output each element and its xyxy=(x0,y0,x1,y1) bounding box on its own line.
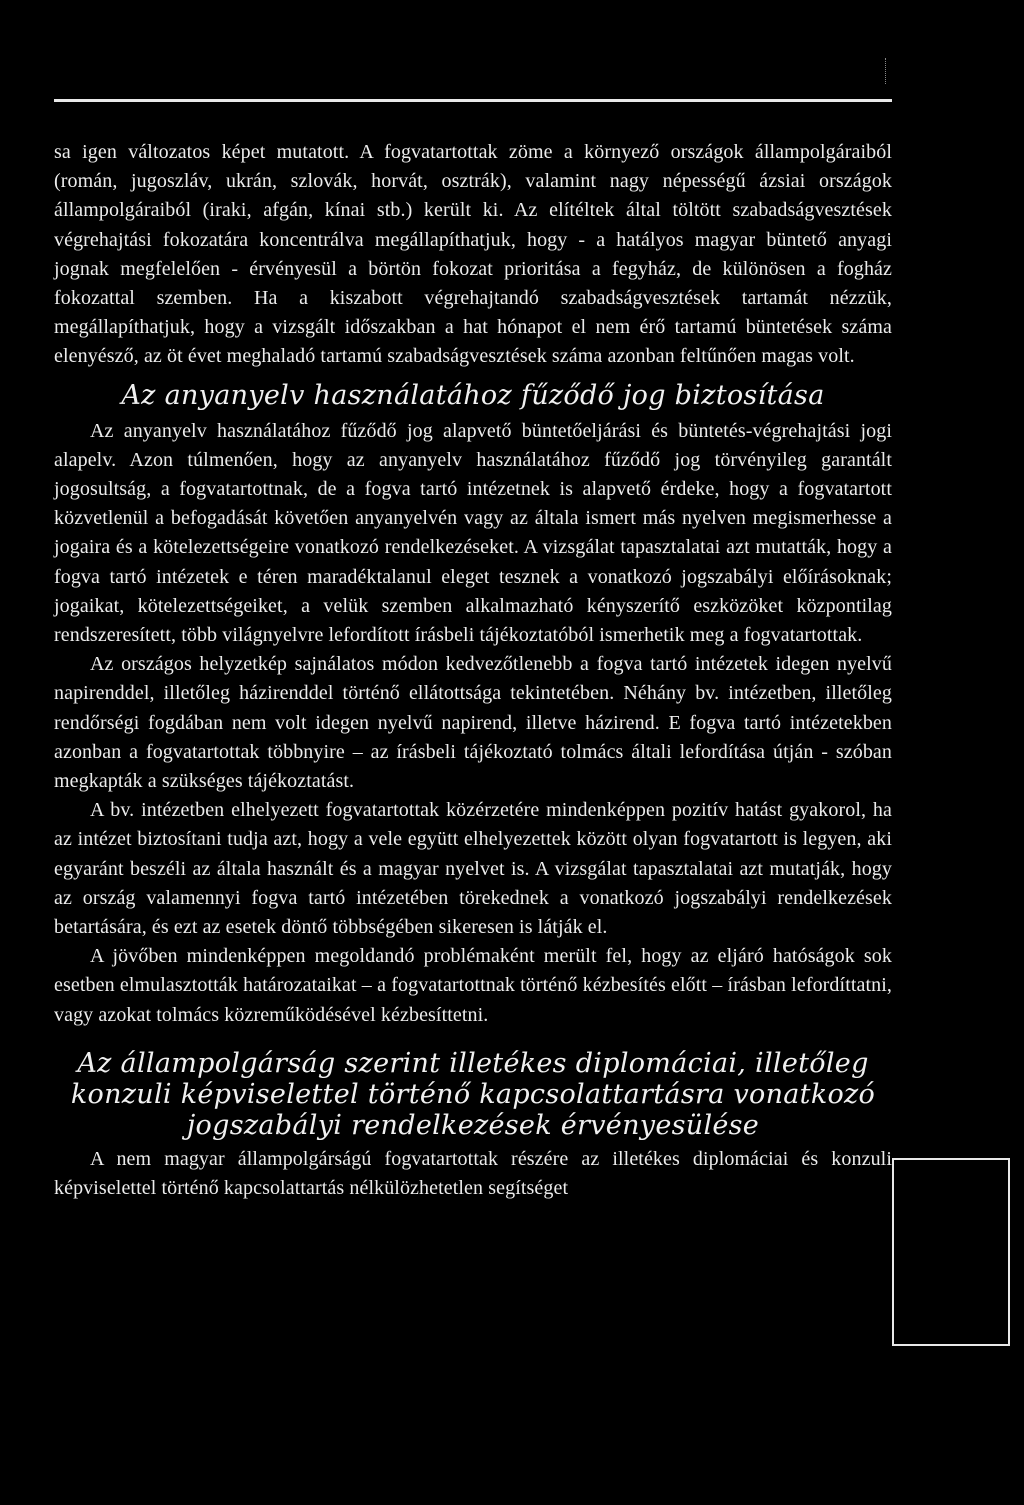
section-heading-consular-contact: Az állampolgárság szerint illetékes diplomáciai, illetőleg konzuli képviselettel történő kapcsolattartásra vonatkozó jogszabályi rendelkezések érvényesülése xyxy=(70,1047,876,1141)
page-body xyxy=(54,138,892,1203)
paragraph: A nem magyar állampolgárságú fogvatartottak részére az illetékes diplomáciai és konzuli képviselettel történő kapcsolattartás nélkülözhetetlen segítséget xyxy=(54,1147,892,1200)
section-heading-mother-tongue: Az anyanyelv használatához fűződő jog biztosítása xyxy=(121,379,825,411)
paragraph: A bv. intézetben elhelyezett fogvatartottak közérzetére mindenképpen pozitív hatást gyakorol, ha az intézet biztosítani tudja azt, hogy a vele együtt elhelyezettek között olyan fogvatartott is legyen, aki egyaránt beszéli az általa használt és a magyar nyelvet is. A vizsgálat tapasztalatai azt mutatják, hogy az ország valamennyi fogva tartó intézetében törekednek a vonatkozó jogszabályi rendelkezések betartására, és ezt az esetek döntő többségében sikeresen is látják el. xyxy=(54,799,892,939)
paragraph: Az anyanyelv használatához fűződő jog alapvető büntetőeljárási és büntetés-végrehajtási jogi alapelv. Azon túlmenően, hogy az anyanyelv használatához fűződő jog törvényileg garantált jogosultság, a fogvatartottnak, de a fogva tartó intézetnek is alapvető érdeke, hogy a fogvatartott közvetlenül a befogadását követően anyanyelvén vagy az általa ismert más nyelven megismerhesse a jogaira és a kötelezettségeire vonatkozó rendelkezéseket. A vizsgálat tapasztalatai azt mutatták, hogy a fogva tartó intézetek e téren maradéktalanul eleget tesznek a vonatkozó jogszabályi előírásoknak; jogaikat, kötelezettségeiket, a velük szemben alkalmazható kényszerítő eszközöket központilag rendszeresített, több világnyelvre lefordított írásbeli tájékoztatóból ismerhetik meg a fogvatartottak. xyxy=(54,419,892,647)
corner-mark xyxy=(885,58,887,84)
margin-box xyxy=(892,1158,1010,1346)
paragraph: A jövőben mindenképpen megoldandó problémaként merült fel, hogy az eljáró hatóságok sok esetben elmulasztották határozataikat – a fogvatartottnak történő kézbesítés előtt – írásban lefordíttatni, vagy azokat tolmács közreműködésével kézbesíttetni. xyxy=(54,945,892,1026)
paragraph-continued: sa igen változatos képet mutatott. A fogvatartottak zöme a környező országok állampolgáraiból (román, jugoszláv, ukrán, szlovák, horvát, osztrák), valamint nagy népességű ázsiai országok állampolgáraiból (iraki, afgán, kínai stb.) került ki. Az elítéltek által töltött szabadságvesztések végrehajtási fokozatára koncentrálva megállapíthatjuk, hogy - a hatályos magyar büntető anyagi jognak megfelelően - érvényesül a börtön fokozat prioritása a fegyház, de különösen a fogház fokozattal szemben. Ha a kiszabott végrehajtandó szabadságvesztések tartamát nézzük, megállapíthatjuk, hogy a vizsgált időszakban a hat hónapot el nem érő tartamú büntetések száma elenyésző, az öt évet meghaladó tartamú szabadságvesztések száma azonban feltűnően magas volt. xyxy=(54,141,892,368)
header-rule xyxy=(54,99,892,102)
paragraph: Az országos helyzetkép sajnálatos módon kedvezőtlenebb a fogva tartó intézetek idegen nyelvű napirenddel, illetőleg házirenddel történő ellátottsága tekintetében. Néhány bv. intézetben, illetőleg rendőrségi fogdában nem volt idegen nyelvű napirend, illetve házirend. E fogva tartó intézetekben azonban a fogvatartottak többnyire – az írásbeli tájékoztató tolmács általi lefordítása útján - szóban megkapták a szükséges tájékoztatást. xyxy=(54,653,892,793)
